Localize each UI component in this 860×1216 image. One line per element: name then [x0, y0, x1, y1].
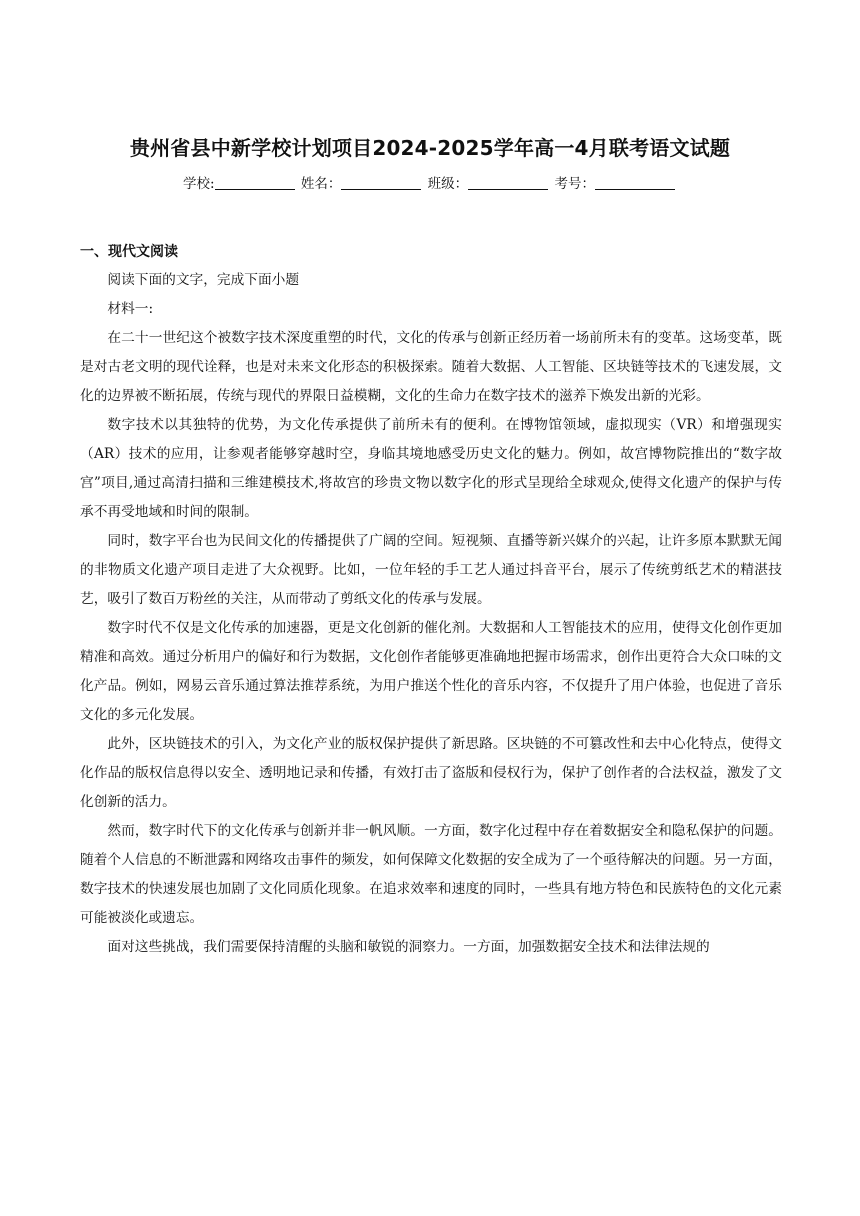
class-label: 班级：: [427, 176, 469, 192]
instruction-text: 阅读下面的文字，完成下面小题: [107, 272, 300, 288]
paragraph: 面对这些挑战，我们需要保持清醒的头脑和敏锐的洞察力。一方面，加强数据安全技术和法律法规的: [107, 939, 710, 955]
reading-passage: [80, 266, 782, 962]
student-info-line: [0, 174, 860, 194]
paragraph: 此外，区块链技术的引入，为文化产业的版权保护提供了新思路。区块链的不可篡改性和去中心化特点，使得文化作品的版权信息得以安全、透明地记录和传播，有效打击了盗版和侵权行为，保护了创作者的合法权益，激发了文化创新的活力。: [80, 736, 782, 810]
name-label: 姓名：: [300, 176, 342, 192]
section-heading: 一、现代文阅读: [80, 244, 178, 260]
school-label: 学校:: [183, 176, 215, 192]
paragraph: 然而，数字时代下的文化传承与创新并非一帆风顺。一方面，数字化过程中存在着数据安全和隐私保护的问题。随着个人信息的不断泄露和网络攻击事件的频发，如何保障文化数据的安全成为了一个亟待解决的问题。另一方面，数字技术的快速发展也加剧了文化同质化现象。在追求效率和速度的同时，一些具有地方特色和民族特色的文化元素可能被淡化或遗忘。: [80, 823, 782, 926]
number-field: [554, 174, 677, 194]
exam-title: 贵州省县中新学校计划项目2024-2025学年高一4月联考语文试题: [129, 136, 731, 160]
number-blank[interactable]: [595, 175, 675, 190]
paragraph: 数字时代不仅是文化传承的加速器，更是文化创新的催化剂。大数据和人工智能技术的应用，使得文化创作更加精准和高效。通过分析用户的偏好和行为数据，文化创作者能够更准确地把握市场需求，创作出更符合大众口味的文化产品。例如，网易云音乐通过算法推荐系统，为用户推送个性化的音乐内容，不仅提升了用户体验，也促进了音乐文化的多元化发展。: [80, 620, 782, 723]
class-blank[interactable]: [468, 175, 548, 190]
class-field: [428, 174, 551, 194]
paragraph: 数字技术以其独特的优势，为文化传承提供了前所未有的便利。在博物馆领域，虚拟现实（VR）和增强现实（AR）技术的应用，让参观者能够穿越时空，身临其境地感受历史文化的魅力。例如，故宫博物院推出的“数字故宫”项目,通过高清扫描和三维建模技术,将故宫的珍贵文物以数字化的形式呈现给全球观众,使得文化遗产的保护与传承不再受地域和时间的限制。: [80, 417, 782, 520]
number-label: 考号：: [554, 176, 595, 192]
paragraph: 同时，数字平台也为民间文化的传播提供了广阔的空间。短视频、直播等新兴媒介的兴起，让许多原本默默无闻的非物质文化遗产项目走进了大众视野。比如，一位年轻的手工艺人通过抖音平台，展示了传统剪纸艺术的精湛技艺，吸引了数百万粉丝的关注，从而带动了剪纸文化的传承与发展。: [80, 533, 782, 607]
paragraph: 在二十一世纪这个被数字技术深度重塑的时代，文化的传承与创新正经历着一场前所未有的变革。这场变革，既是对古老文明的现代诠释，也是对未来文化形态的积极探索。随着大数据、人工智能、区块链等技术的飞速发展，文化的边界被不断拓展，传统与现代的界限日益模糊，文化的生命力在数字技术的滋养下焕发出新的光彩。: [80, 330, 782, 404]
name-blank[interactable]: [341, 175, 421, 190]
material-label: 材料一:: [107, 301, 154, 317]
school-blank[interactable]: [215, 175, 295, 190]
school-field: [183, 174, 297, 194]
name-field: [301, 174, 424, 194]
